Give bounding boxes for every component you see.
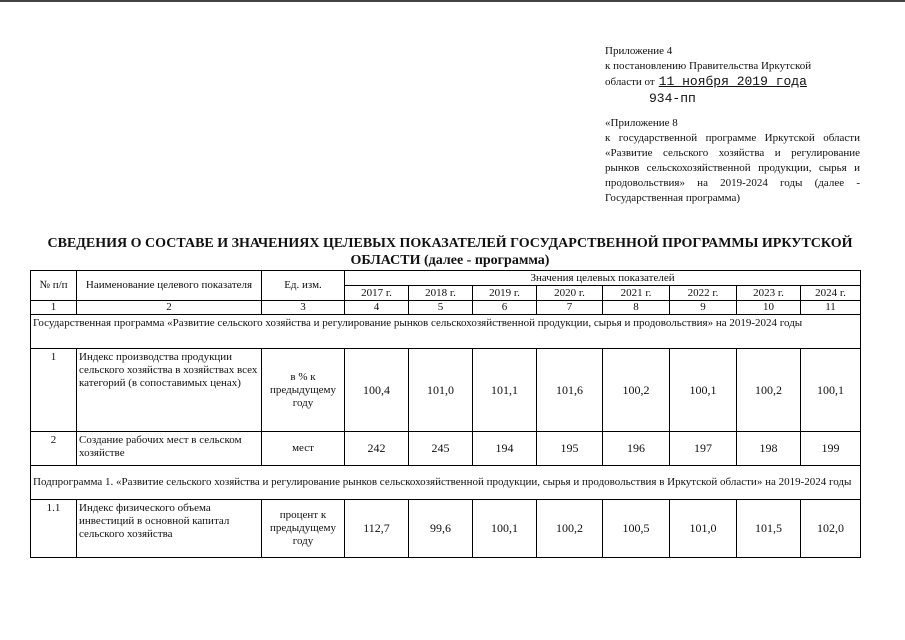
header-values-group: Значения целевых показателей (345, 271, 861, 286)
row-value: 194 (473, 432, 537, 466)
row-value: 112,7 (345, 500, 409, 558)
row-value: 100,4 (345, 349, 409, 432)
resolution-number: 934-пп (649, 91, 696, 106)
row-num: 1 (31, 349, 77, 432)
row-value: 100,5 (603, 500, 670, 558)
header-year: 2018 г. (409, 286, 473, 301)
col-number: 1 (31, 301, 77, 315)
table-header-row (31, 271, 861, 286)
appendix-4-resolution: к постановлению Правительства Иркутской (605, 60, 812, 72)
appendix-4-title: Приложение 4 (605, 45, 673, 57)
indicators-table (30, 270, 861, 558)
row-unit: в % к предыдущему году (262, 349, 345, 432)
row-name: Индекс физического объема инвестиций в основной капитал сельского хозяйства (77, 500, 262, 558)
row-value: 242 (345, 432, 409, 466)
header-unit: Ед. изм. (262, 271, 345, 301)
row-value: 196 (603, 432, 670, 466)
row-value: 100,2 (737, 349, 801, 432)
col-number: 8 (603, 301, 670, 315)
header-name: Наименование целевого показателя (77, 271, 262, 301)
row-value: 101,0 (409, 349, 473, 432)
header-year: 2020 г. (537, 286, 603, 301)
scan-edge-line (0, 0, 905, 2)
col-number: 7 (537, 301, 603, 315)
row-value: 197 (670, 432, 737, 466)
row-num: 2 (31, 432, 77, 466)
row-value: 245 (409, 432, 473, 466)
col-number: 2 (77, 301, 262, 315)
document-title: СВЕДЕНИЯ О СОСТАВЕ И ЗНАЧЕНИЯХ ЦЕЛЕВЫХ ПОКАЗАТЕЛЕЙ ГОСУДАРСТВЕННОЙ ПРОГРАММЫ ИРКУТСКОЙ ОБЛАСТИ (далее - программа) (47, 236, 853, 268)
table-row (31, 349, 861, 432)
row-name: Создание рабочих мест в сельском хозяйстве (77, 432, 262, 466)
header-year: 2022 г. (670, 286, 737, 301)
row-unit: мест (262, 432, 345, 466)
header-year: 2023 г. (737, 286, 801, 301)
appendix-4-block (605, 44, 860, 106)
col-number: 5 (409, 301, 473, 315)
row-value: 195 (537, 432, 603, 466)
row-value: 101,6 (537, 349, 603, 432)
row-value: 100,1 (473, 500, 537, 558)
section-program-title: Государственная программа «Развитие сельского хозяйства и регулирование рынков сельскохозяйственной продукции, сырья и продовольствия» на 2019-2024 годы (31, 315, 861, 349)
row-value: 100,2 (603, 349, 670, 432)
row-value: 101,1 (473, 349, 537, 432)
column-number-row (31, 301, 861, 315)
row-value: 102,0 (801, 500, 861, 558)
table-row (31, 500, 861, 558)
header-year: 2017 г. (345, 286, 409, 301)
col-number: 3 (262, 301, 345, 315)
col-number: 11 (801, 301, 861, 315)
appendix-4-date-line (605, 74, 860, 90)
row-value: 101,0 (670, 500, 737, 558)
header-year: 2019 г. (473, 286, 537, 301)
row-value: 101,5 (737, 500, 801, 558)
row-value: 199 (801, 432, 861, 466)
row-value: 99,6 (409, 500, 473, 558)
section-row-program (31, 315, 861, 349)
col-number: 10 (737, 301, 801, 315)
col-number: 9 (670, 301, 737, 315)
appendix-8-block (605, 116, 860, 206)
row-unit: процент к предыдущему году (262, 500, 345, 558)
row-name: Индекс производства продукции сельского хозяйства в хозяйствах всех категорий (в сопоставимых ценах) (77, 349, 262, 432)
row-value: 100,2 (537, 500, 603, 558)
row-num: 1.1 (31, 500, 77, 558)
row-value: 198 (737, 432, 801, 466)
header-year: 2021 г. (603, 286, 670, 301)
col-number: 4 (345, 301, 409, 315)
appendix-8-text: «Приложение 8 к государственной программе Иркутской области «Развитие сельского хозяйства и регулирование рынков сельскохозяйственной продукции, сырья и продовольствия» на 2019-2024 годы (далее - Государственная программа) (605, 117, 860, 204)
header-year: 2024 г. (801, 286, 861, 301)
appendix-4-date-prefix: области от (605, 76, 655, 88)
resolution-date: 11 ноября 2019 года (658, 74, 807, 89)
row-value: 100,1 (670, 349, 737, 432)
section-row-subprogram (31, 466, 861, 500)
section-subprogram-title: Подпрограмма 1. «Развитие сельского хозяйства и регулирование рынков сельскохозяйственной продукции, сырья и продовольствия в Иркутской области» на 2019-2024 годы (31, 466, 861, 500)
row-value: 100,1 (801, 349, 861, 432)
table-row (31, 432, 861, 466)
header-num: № п/п (31, 271, 77, 301)
col-number: 6 (473, 301, 537, 315)
